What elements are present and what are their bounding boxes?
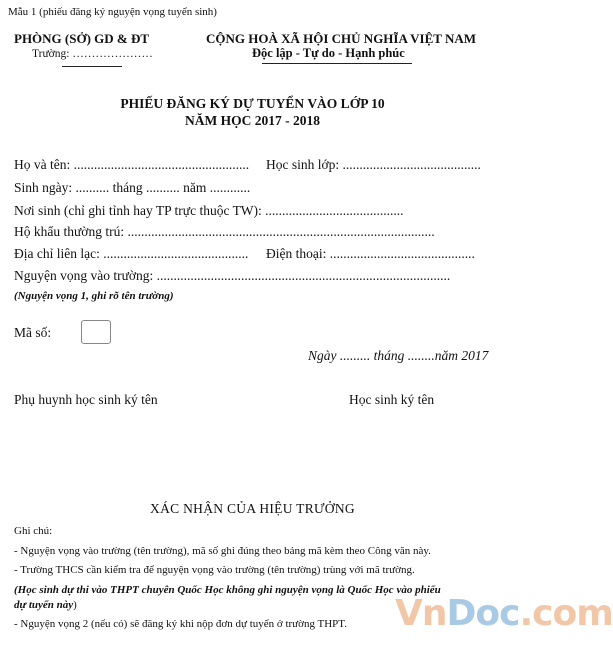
watermark-vn: Vn: [395, 593, 447, 634]
phone-field[interactable]: Điện thoại: ...........................................: [266, 246, 475, 261]
note-item: - Trường THCS cần kiểm tra để nguyện vọng vào trường (tên trường) trùng với mã trường.: [14, 564, 415, 576]
vndoc-watermark: [395, 593, 613, 634]
notes-heading: Ghi chú:: [14, 525, 53, 537]
note-item: - Nguyện vọng vào trường (tên trường), mã số ghi đúng theo bảng mã kèm theo Công văn này.: [14, 545, 431, 557]
principal-confirmation-title: XÁC NHẬN CỦA HIỆU TRƯỞNG: [150, 501, 355, 516]
header-underline-left: [62, 66, 122, 67]
national-motto: Độc lập - Tự do - Hạnh phúc: [252, 46, 405, 60]
form-title: PHIẾU ĐĂNG KÝ DỰ TUYỂN VÀO LỚP 10: [120, 96, 385, 111]
date-line: Ngày ......... tháng ........năm 2017: [308, 348, 489, 363]
code-input-box[interactable]: [81, 320, 111, 344]
note-emphasis-continued: [14, 599, 77, 611]
department-name: PHÒNG (SỞ) GD & ĐT: [14, 31, 150, 46]
note-emphasis: (Học sinh dự thi vào THPT chuyên Quốc Học không ghi nguyện vọng là Quốc Học vào phiếu: [14, 584, 441, 596]
parent-signature-label: Phụ huynh học sinh ký tên: [14, 392, 158, 407]
school-preference-field[interactable]: Nguyện vọng vào trường: .......................................................................................: [14, 268, 451, 283]
form-label: Mẫu 1 (phiếu đăng ký nguyện vọng tuyển sinh): [8, 6, 217, 18]
date-of-birth-field[interactable]: Sinh ngày: .......... tháng .......... năm ............: [14, 180, 251, 195]
contact-address-field[interactable]: Địa chỉ liên lạc: ...........................................: [14, 246, 249, 261]
school-year: NĂM HỌC 2017 - 2018: [185, 113, 320, 128]
residence-field[interactable]: Hộ khẩu thường trú: ...........................................................................................: [14, 224, 435, 239]
note-item: - Nguyện vọng 2 (nếu có) sẽ đăng ký khi nộp đơn dự tuyển ở trường THPT.: [14, 618, 347, 630]
watermark-com: .com: [519, 593, 613, 634]
note-emphasis-text: dự tuyển này: [14, 599, 74, 611]
country-name: CỘNG HOÀ XÃ HỘI CHỦ NGHĨA VIỆT NAM: [206, 31, 477, 46]
school-line: Trường: …………………: [32, 48, 153, 60]
code-label: Mã số:: [14, 325, 52, 340]
header-underline-right: [262, 63, 412, 64]
student-class-field[interactable]: Học sinh lớp: .........................................: [266, 157, 481, 172]
watermark-doc: Doc: [446, 593, 520, 634]
birthplace-field[interactable]: Nơi sinh (chỉ ghi tỉnh hay TP trực thuộc TW): .........................................: [14, 203, 404, 218]
full-name-field[interactable]: Họ và tên: ....................................................: [14, 157, 250, 172]
preference-note: (Nguyện vọng 1, ghi rõ tên trường): [14, 290, 174, 302]
note-emphasis-close: ): [73, 599, 77, 611]
student-signature-label: Học sinh ký tên: [349, 392, 435, 407]
